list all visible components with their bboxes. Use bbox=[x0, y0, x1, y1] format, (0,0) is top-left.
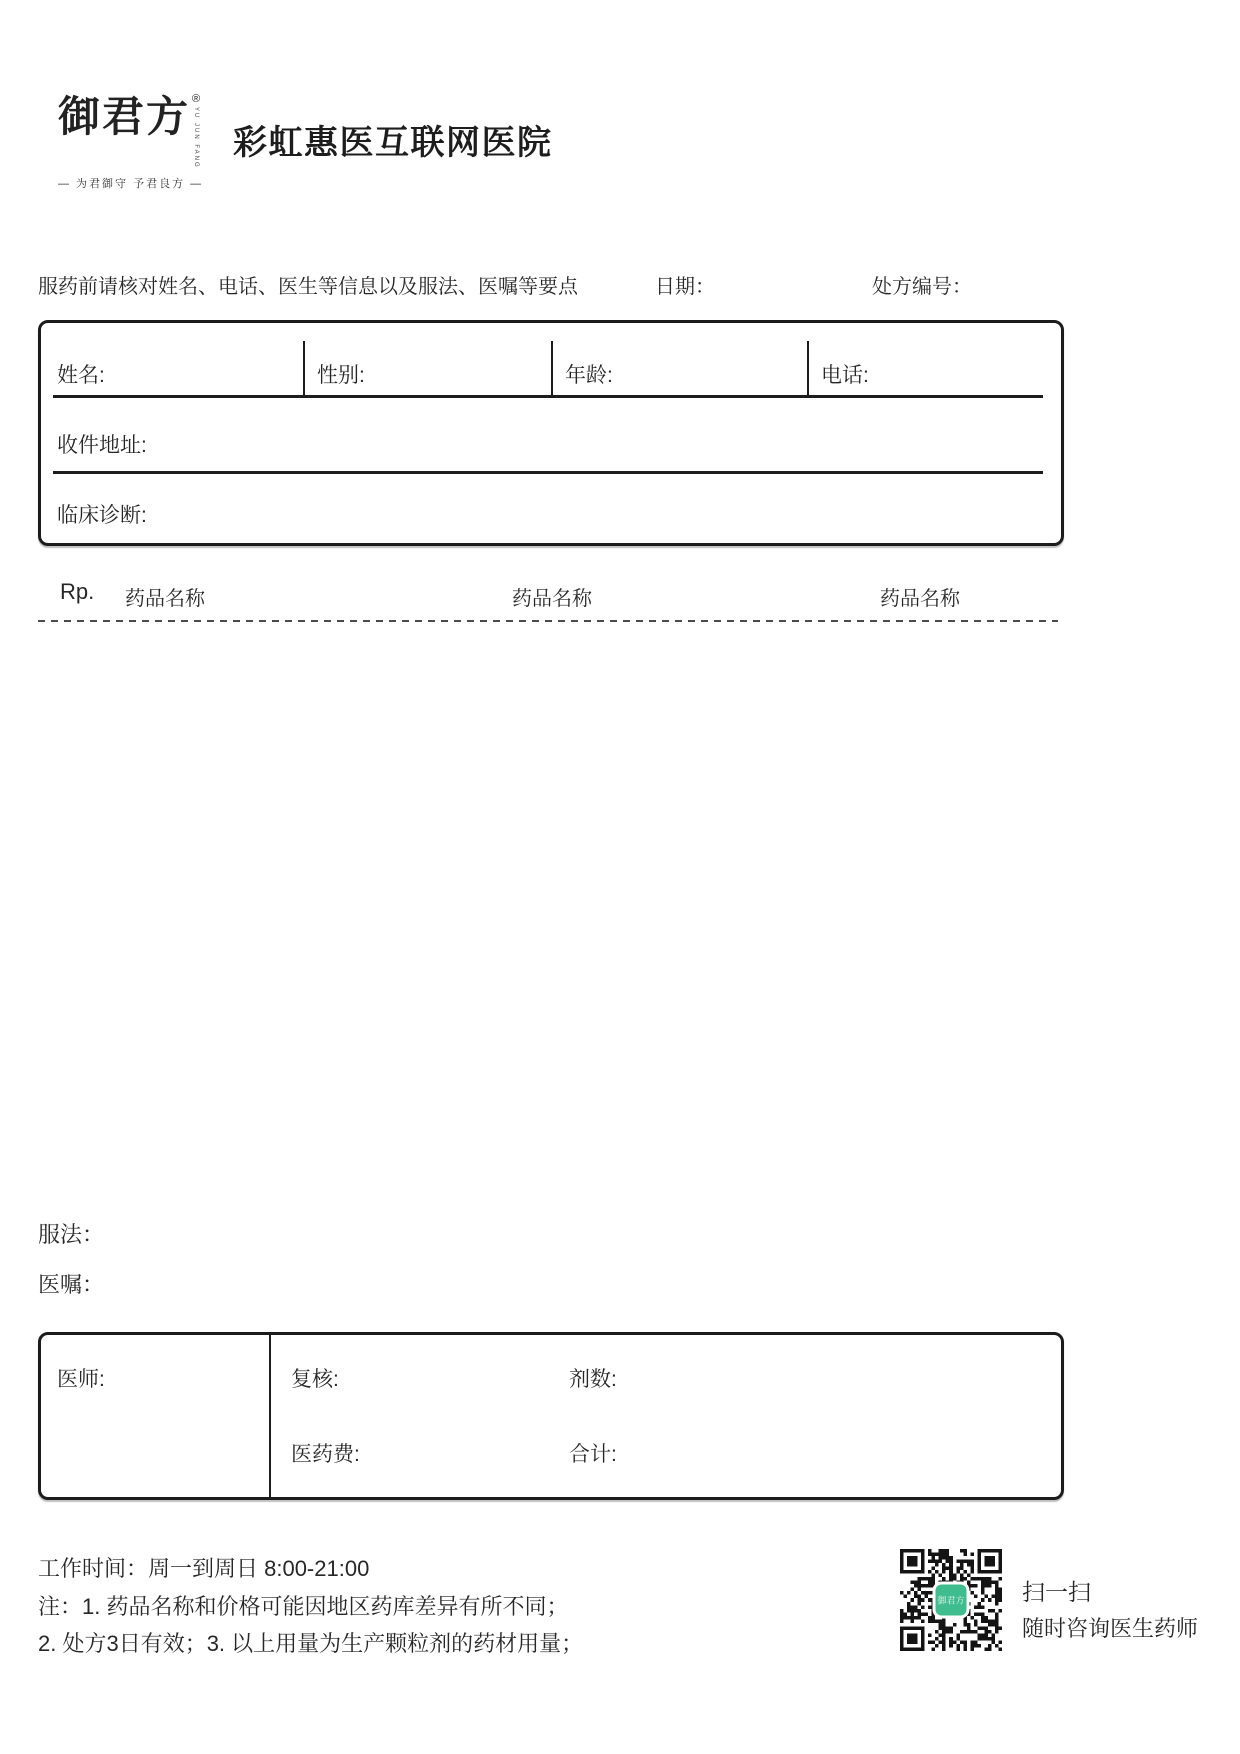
divider bbox=[53, 395, 1043, 398]
divider bbox=[807, 341, 809, 397]
note-line-2: 2. 处方3日有效；3. 以上用量为生产颗粒剂的药材用量； bbox=[38, 1631, 584, 1656]
drug-name-column-header: 药品名称 bbox=[512, 588, 592, 610]
drug-name-column-header: 药品名称 bbox=[125, 588, 205, 610]
doctor-label: 医师: bbox=[57, 1368, 105, 1391]
dashed-divider bbox=[38, 620, 1058, 622]
rp-label: Rp. bbox=[60, 579, 95, 604]
review-label: 复核: bbox=[291, 1368, 339, 1391]
divider bbox=[53, 471, 1043, 474]
divider bbox=[551, 341, 553, 397]
total-label: 合计: bbox=[569, 1443, 617, 1466]
signature-fee-box bbox=[38, 1332, 1064, 1500]
qr-code bbox=[900, 1549, 1002, 1651]
name-label: 姓名: bbox=[57, 364, 105, 387]
qr-center-logo bbox=[936, 1585, 967, 1616]
work-time-text: 工作时间：周一到周日 8:00-21:00 bbox=[38, 1556, 370, 1581]
qr-center-text: 御君方 bbox=[937, 1595, 965, 1606]
brand-tagline: — 为君御守 予君良方 — bbox=[58, 177, 204, 190]
scan-qr-subtitle: 随时咨询医生药师 bbox=[1022, 1616, 1199, 1641]
medicine-fee-label: 医药费: bbox=[291, 1443, 360, 1466]
verification-notice: 服药前请核对姓名、电话、医生等信息以及服法、医嘱等要点 bbox=[38, 276, 578, 298]
dose-count-label: 剂数: bbox=[569, 1368, 617, 1391]
age-label: 年龄: bbox=[565, 364, 613, 387]
date-label: 日期： bbox=[655, 276, 715, 298]
divider bbox=[269, 1335, 271, 1497]
clinical-diagnosis-label: 临床诊断: bbox=[57, 504, 147, 527]
usage-method-label: 服法： bbox=[38, 1222, 105, 1247]
patient-info-box bbox=[38, 320, 1064, 546]
shipping-address-label: 收件地址: bbox=[57, 434, 147, 457]
note-line-1: 注：1. 药品名称和价格可能因地区药库差异有所不同； bbox=[38, 1594, 569, 1619]
hospital-name: 彩虹惠医互联网医院 bbox=[233, 124, 553, 162]
scan-qr-title: 扫一扫 bbox=[1022, 1579, 1091, 1605]
gender-label: 性别: bbox=[317, 364, 365, 387]
divider bbox=[303, 341, 305, 397]
drug-name-column-header: 药品名称 bbox=[880, 588, 960, 610]
registered-trademark-icon: ® bbox=[192, 93, 201, 105]
prescription-number-label: 处方编号： bbox=[872, 276, 972, 298]
brand-name: 御君方 bbox=[58, 92, 191, 141]
brand-latin-name: YU JUN FANG bbox=[193, 107, 200, 169]
doctor-advice-label: 医嘱： bbox=[38, 1272, 105, 1297]
brand-logo bbox=[58, 94, 228, 191]
phone-label: 电话: bbox=[821, 364, 869, 387]
